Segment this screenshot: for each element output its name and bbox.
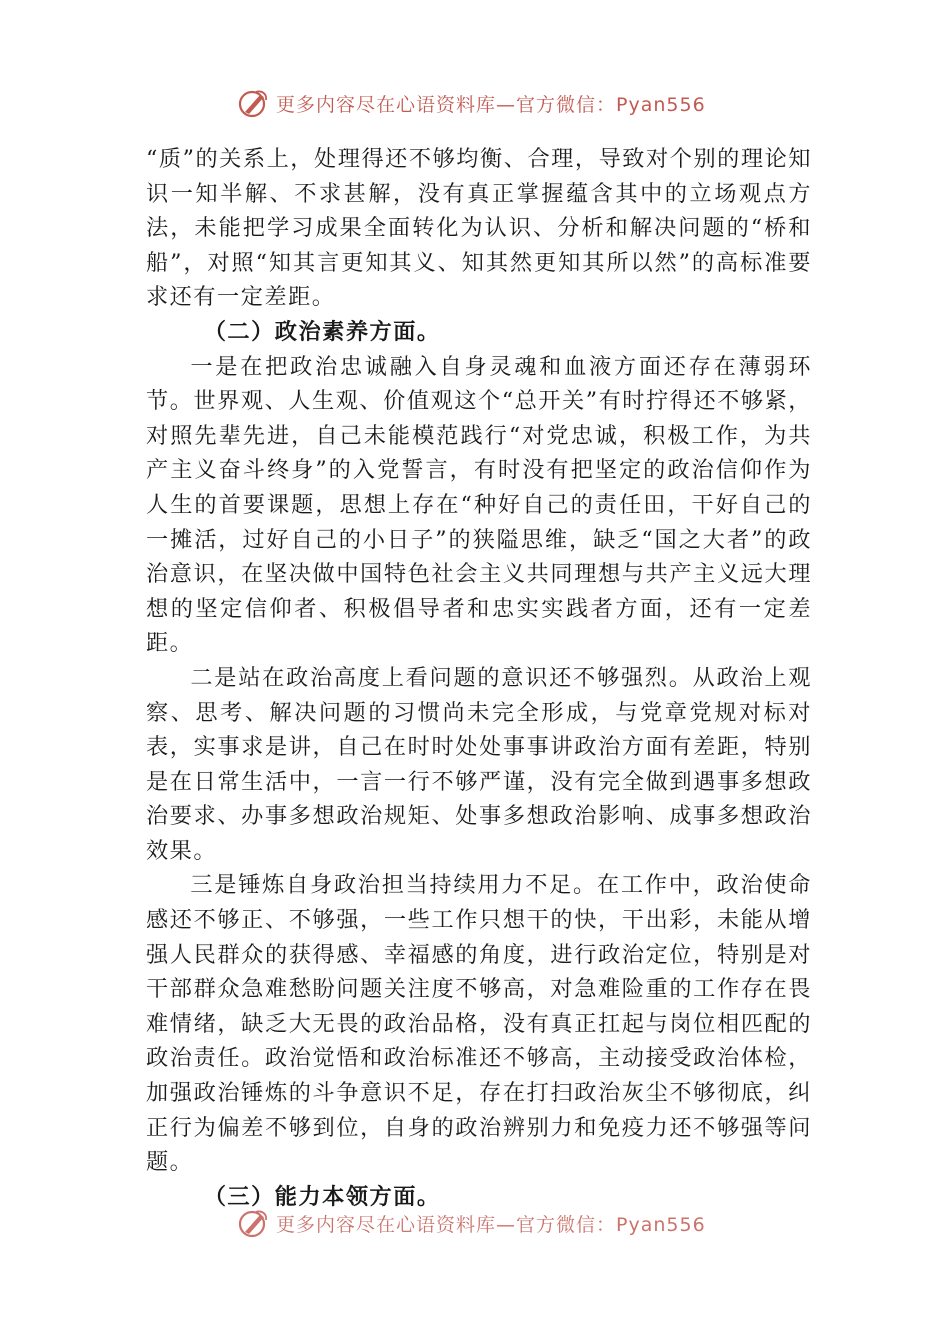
body-paragraph: 二是站在政治高度上看问题的意识还不够强烈。从政治上观察、思考、解决问题的习惯尚未完全形成，与党章党规对标对表，实事求是讲，自己在时时处处事事讲政治方面有差距，特别是在日常生活中，一言一行不够严谨，没有完全做到遇事多想政治要求、办事多想政治规矩、处事多想政治影响、成事多想政治效果。 (146, 664, 812, 864)
pen-logo-icon (236, 86, 270, 120)
section-heading-political: （二）政治素养方面。 (203, 318, 441, 345)
footer-watermark (236, 1206, 706, 1240)
body-paragraph: 三是锤炼自身政治担当持续用力不足。在工作中，政治使命感还不够正、不够强，一些工作只想干的快，干出彩，未能从增强人民群众的获得感、幸福感的角度，进行政治定位，特别是对干部群众急难愁盼问题关注度不够高，对急难险重的工作存在畏难情绪，缺乏大无畏的政治品格，没有真正扛起与岗位相匹配的政治责任。政治觉悟和政治标准还不够高，主动接受政治体检，加强政治锤炼的斗争意识不足，存在打扫政治灰尘不够彻底，纠正行为偏差不够到位，自身的政治辨别力和免疫力还不够强等问题。 (146, 872, 812, 1176)
watermark-text: 更多内容尽在心语资料库—官方微信：Pyan556 (276, 93, 706, 116)
pen-logo-icon (236, 1206, 270, 1240)
document-body (146, 142, 812, 1214)
watermark-text: 更多内容尽在心语资料库—官方微信：Pyan556 (276, 1213, 706, 1236)
body-paragraph: 一是在把政治忠诚融入自身灵魂和血液方面还存在薄弱环节。世界观、人生观、价值观这个“总开关”有时拧得还不够紧，对照先辈先进，自己未能模范践行“对党忠诚，积极工作，为共产主义奋斗终身”的入党誓言，有时没有把坚定的政治信仰作为人生的首要课题，思想上存在“种好自己的责任田，干好自己的一摊活，过好自己的小日子”的狭隘思维，缺乏“国之大者”的政治意识，在坚决做中国特色社会主义共同理想与共产主义远大理想的坚定信仰者、积极倡导者和忠实实践者方面，还有一定差距。 (146, 353, 812, 657)
body-paragraph-continued: “质”的关系上，处理得还不够均衡、合理，导致对个别的理论知识一知半解、不求甚解，没有真正掌握蕴含其中的立场观点方法，未能把学习成果全面转化为认识、分析和解决问题的“桥和船”，对照“知其言更知其义、知其然更知其所以然”的高标准要求还有一定差距。 (146, 146, 812, 311)
header-watermark (236, 86, 706, 120)
section-heading-ability: （三）能力本领方面。 (203, 1183, 441, 1210)
